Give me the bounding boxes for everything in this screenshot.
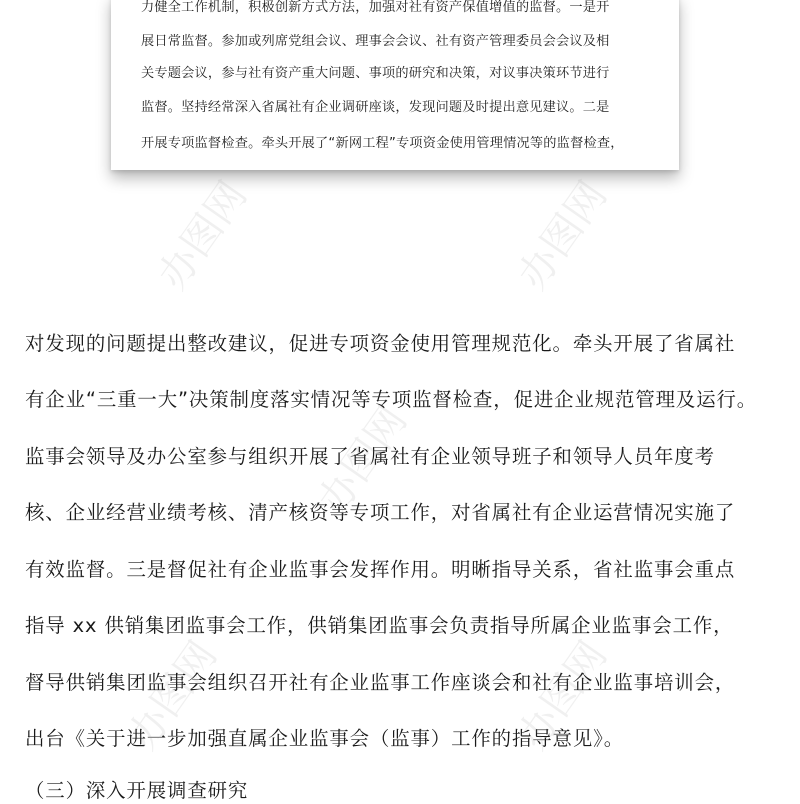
body-text-line: 核、企业经营业绩考核、清产核资等专项工作，对省属社有企业运营情况实施了 — [25, 501, 736, 524]
watermark: 办图网 — [509, 173, 617, 298]
body-text-line: 有企业“三重一大”决策制度落实情况等专项监督检查，促进企业规范管理及运行。 — [25, 388, 758, 411]
body-text-line: 指导 xx 供销集团监事会工作，供销集团监事会负责指导所属企业监事会工作， — [25, 614, 734, 637]
watermark: 办图网 — [309, 398, 417, 523]
body-text-line: 监事会领导及办公室参与组织开展了省属社有企业领导班子和领导人员年度考 — [25, 445, 715, 468]
body-text-line: 督导供销集团监事会组织召开社有企业监事工作座谈会和社有企业监事培训会， — [25, 671, 736, 694]
card-text-line: 监督。坚持经常深入省属社有企业调研座谈，发现问题及时提出意见建议。二是 — [141, 100, 610, 115]
watermark: 办图网 — [509, 633, 617, 758]
body-text-line: 有效监督。三是督促社有企业监事会发挥作用。明晰指导关系，省社监事会重点 — [25, 558, 736, 581]
watermark: 办图网 — [149, 173, 257, 298]
card-text-line: 展日常监督。参加或列席党组会议、理事会会议、社有资产管理委员会会议及相 — [141, 34, 610, 49]
body-text-line: 对发现的问题提出整改建议，促进专项资金使用管理规范化。牵头开展了省属社 — [25, 332, 736, 355]
card-text-line: 力健全工作机制，积极创新方式方法，加强对社有资产保值增值的监督。一是开 — [141, 0, 610, 15]
document-preview-card — [111, 0, 679, 170]
card-text-line: 开展专项监督检查。牵头开展了“新网工程”专项资金使用管理情况等的监督检查， — [141, 136, 624, 151]
body-text-line: 出台《关于进一步加强直属企业监事会（监事）工作的指导意见》。 — [25, 727, 625, 750]
section-heading: （三）深入开展调查研究 — [25, 779, 249, 802]
watermark: 办图网 — [119, 633, 227, 758]
card-text-line: 关专题会议，参与社有资产重大问题、事项的研究和决策，对议事决策环节进行 — [141, 66, 610, 81]
